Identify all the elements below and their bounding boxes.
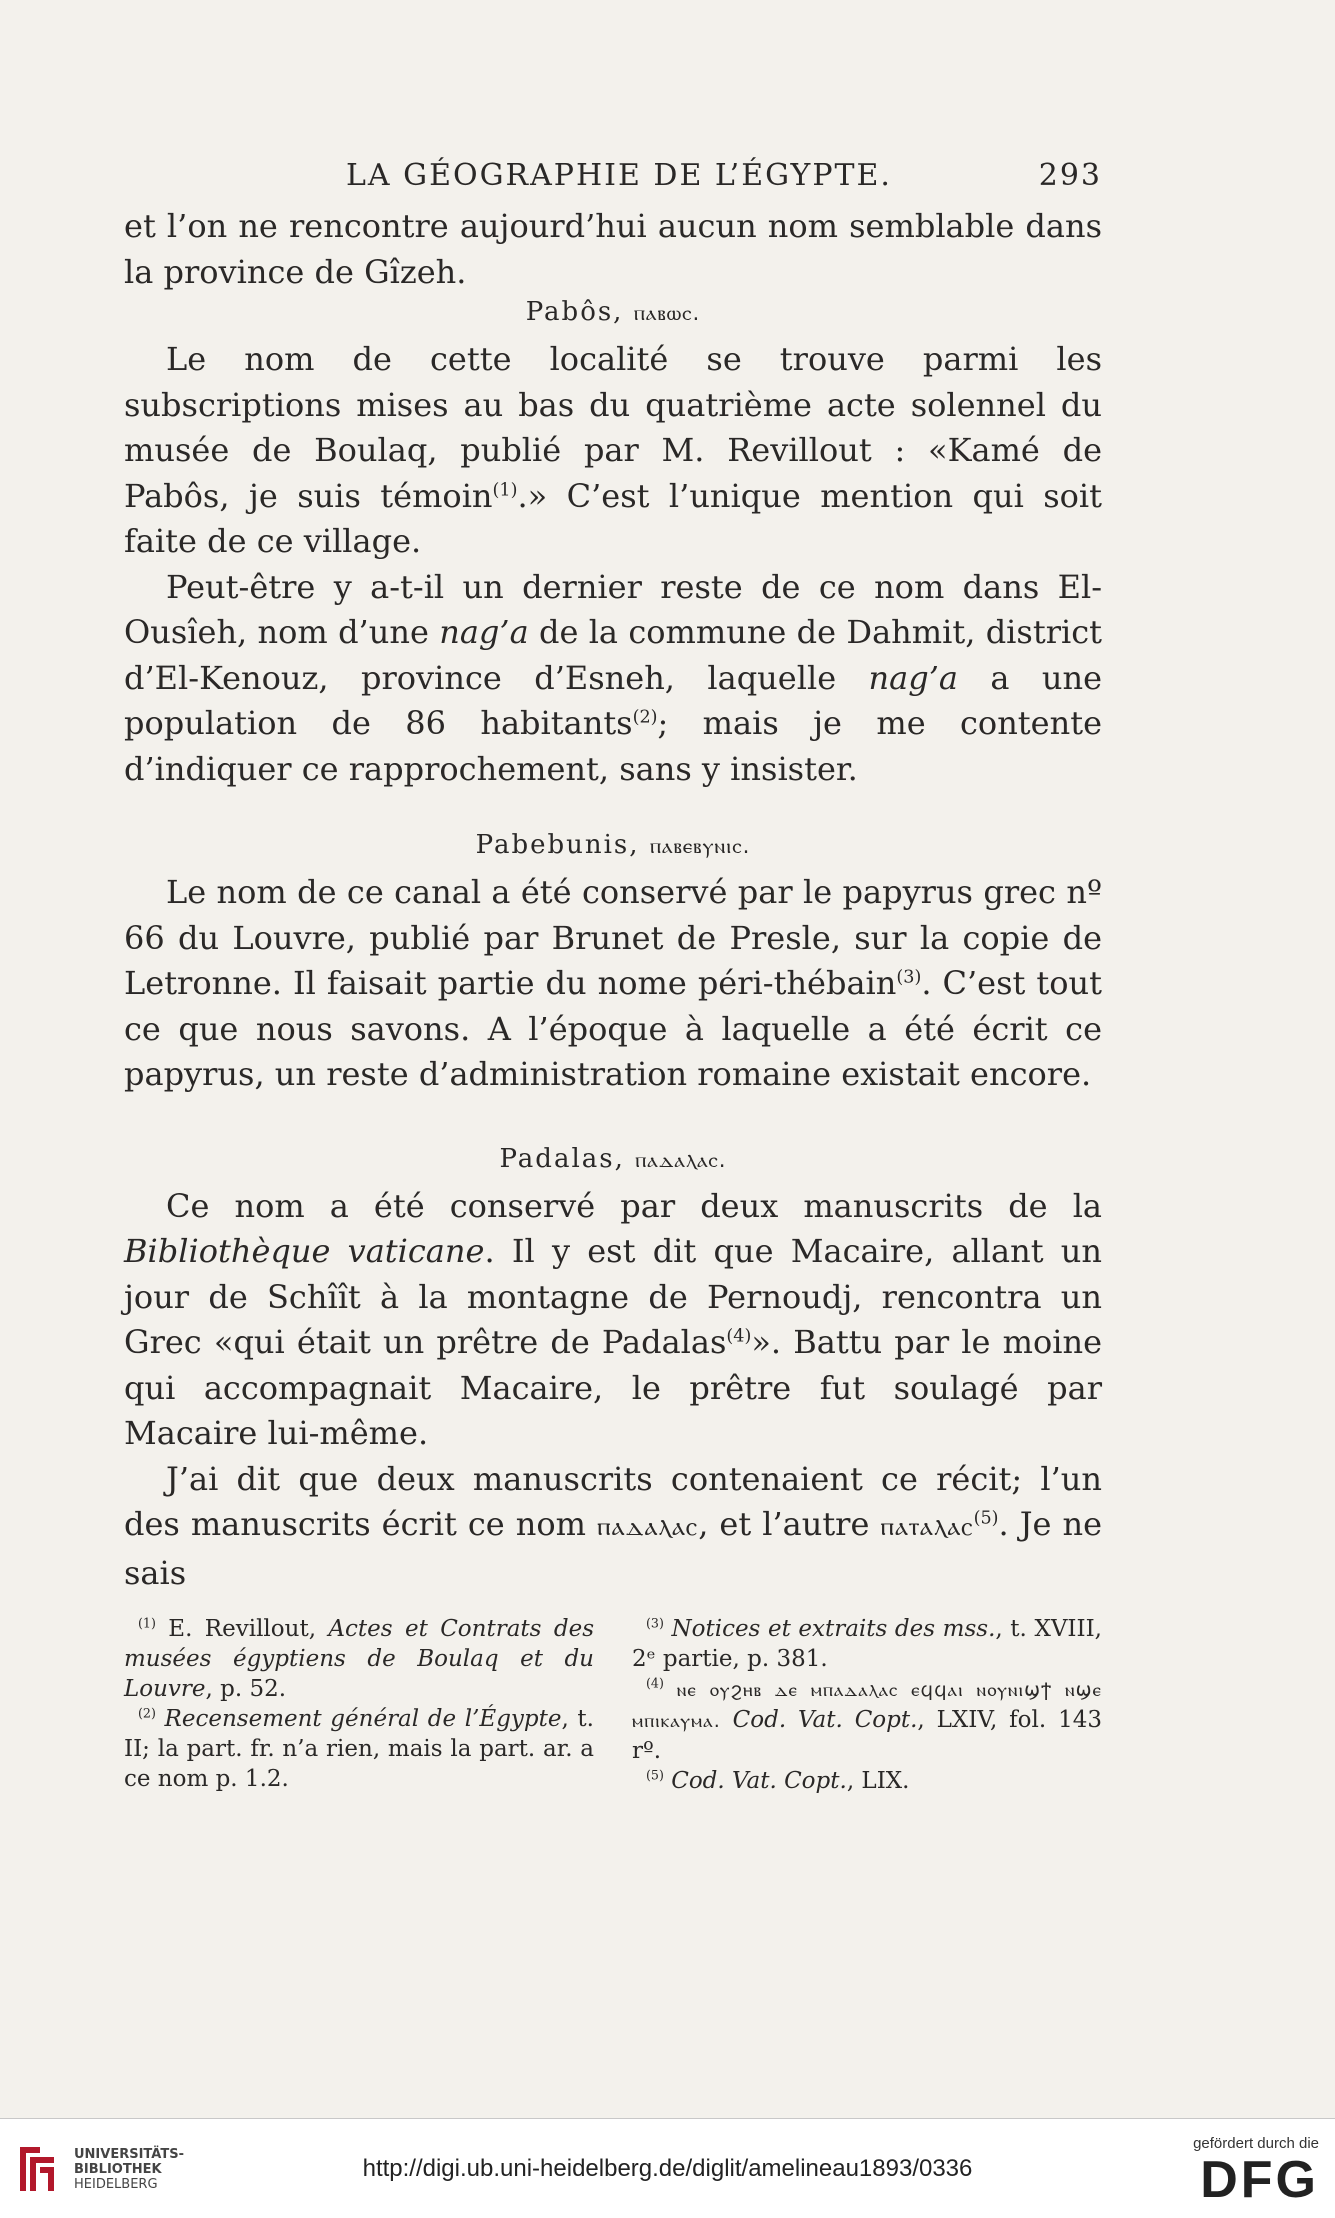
footnote-3	[632, 1614, 1102, 1674]
footnote-4-coptic: ⲛⲉ ⲟⲩϩⲏⲃ ⲇⲉ ⲙⲡⲁⲇⲁⲗⲁⲥ ⲉϥϥⲁⲓ ⲛⲟⲩⲛⲓϣϯ ⲛϣⲉ ⲙⲡⲓⲕⲁⲩⲙⲁ.	[632, 1679, 1102, 1732]
paragraph-3	[124, 870, 1102, 1098]
paragraph-5-text-a: J’ai dit que deux manuscrits contenaient ce récit; l’un des manuscrits écrit ce nom	[124, 1459, 1102, 1543]
paragraph-3-text-a: Le nom de ce canal a été conservé par le papyrus grec nº 66 du Louvre, publié par Brunet de Presle, sur la copie de Letronne. Il faisait partie du nome péri-thébain	[124, 873, 1102, 1002]
running-head-title: LA GÉOGRAPHIE DE L’ÉGYPTE.	[346, 158, 892, 193]
sponsor-block[interactable]	[1193, 2135, 1319, 2208]
footnote-1-text-a: E. Revillout,	[155, 1616, 329, 1642]
paragraph-2-text-a: Peut-être y a-t-il un dernier reste de ce nom dans El-Ousîeh, nom d’une	[124, 567, 1102, 651]
footnote-1-italic: Actes et Contrats des musées égyptiens de Boulaq et du Louvre	[124, 1616, 594, 1702]
page-number: 293	[1038, 158, 1102, 193]
paragraph-1-tail: .» C’est l’unique mention qui soit faite de ce village.	[124, 476, 1103, 560]
paragraph-4-italic: Bibliothèque vaticane	[124, 1232, 485, 1270]
heading-coptic: ⲡⲁⲃⲉⲃⲩⲛⲓⲥ.	[649, 834, 751, 859]
footnote-5-text: , LIX.	[846, 1768, 910, 1794]
paragraph-5-coptic-2: ⲡⲁⲧⲁⲗⲁⲥ	[880, 1512, 974, 1542]
paragraph-2-italic-2: nag’a	[868, 658, 958, 697]
paragraph-4	[124, 1184, 1102, 1457]
library-name-line2: BIBLIOTHEK	[74, 2161, 162, 2177]
footnote-3-text: , t. XVIII, 2ᵉ partie, p. 381.	[632, 1616, 1102, 1672]
heading-latin: Pabebunis,	[475, 830, 640, 860]
heading-coptic: ⲡⲁⲇⲁⲗⲁⲥ.	[635, 1147, 727, 1173]
paragraph-2	[124, 565, 1102, 793]
paragraph-5	[124, 1457, 1102, 1597]
paragraph-2-text-c: a une population de 86 habitants	[124, 658, 1102, 742]
footnote-ref-5: (5)	[973, 1508, 999, 1529]
viewer-footer	[0, 2118, 1335, 2218]
paragraph-4-text-a: Ce nom a été conservé par deux manuscrits de la	[166, 1186, 1102, 1225]
footnote-3-italic: Notices et extraits des mss.	[663, 1616, 996, 1642]
footnote-3-number: (3)	[646, 1615, 664, 1631]
paragraph-5-text-c: . Je ne sais	[124, 1505, 1103, 1592]
sponsor-label: gefördert durch die	[1193, 2135, 1319, 2152]
library-name-line1: UNIVERSITÄTS-	[74, 2146, 184, 2162]
footnote-ref-1: (1)	[492, 479, 518, 500]
footnote-5-italic: Cod. Vat. Copt.	[663, 1768, 847, 1794]
footnotes	[124, 1614, 1102, 1796]
section-heading-pabos	[124, 297, 1102, 327]
footnote-4	[632, 1674, 1102, 1766]
footnote-2-number: (2)	[138, 1705, 156, 1721]
footnote-1	[124, 1614, 594, 1704]
paragraph-2-text-b: de la commune de Dahmit, district d’El-Kenouz, province d’Esneh, laquelle	[124, 613, 1103, 697]
footnote-4-number: (4)	[646, 1675, 664, 1691]
dfg-logo: DFG	[1200, 2151, 1319, 2209]
footnote-ref-2: (2)	[632, 707, 658, 728]
section-heading-padalas	[124, 1144, 1102, 1174]
footnotes-left-column	[124, 1614, 594, 1796]
footnote-1-text-b: , p. 52.	[205, 1676, 287, 1702]
heading-latin: Padalas,	[499, 1143, 625, 1174]
paragraph-1	[124, 337, 1102, 565]
paragraph-5-text-b: , et l’autre	[698, 1505, 881, 1543]
footnote-5	[632, 1766, 1102, 1796]
page-content	[124, 150, 1102, 1796]
footnote-2	[124, 1704, 594, 1794]
paragraph-4-text-b: . Il y est dit que Macaire, allant un jour de Schîît à la montagne de Pernoudj, rencontra un Grec «qui était un prêtre de Padalas	[124, 1232, 1103, 1361]
paragraph-2-text-d: ; mais je me contente d’indiquer ce rapprochement, sans y insister.	[124, 704, 1103, 788]
paragraph-2-italic-1: nag’a	[439, 613, 529, 651]
footnote-2-text: , t. II; la part. fr. n’a rien, mais la part. ar. a ce nom p. 1.2.	[124, 1706, 594, 1792]
paragraph-0: et l’on ne rencontre aujourd’hui aucun nom semblable dans la province de Gîzeh.	[124, 207, 1102, 291]
permalink-url[interactable]: http://digi.ub.uni-heidelberg.de/diglit/amelineau1893/0336	[362, 2155, 973, 2182]
footnotes-right-column	[632, 1614, 1102, 1796]
heading-coptic: ⲡⲁⲃⲱⲥ.	[633, 301, 701, 326]
paragraph-1-text: Le nom de cette localité se trouve parmi les subscriptions mises au bas du quatrième acte solennel du musée de Boulaq, publié par M. Revillout : «Kamé de Pabôs, je suis témoin	[124, 340, 1102, 515]
footnote-2-italic: Recensement général de l’Égypte	[155, 1706, 562, 1732]
paragraph-5-coptic-1: ⲡⲁⲇⲁⲗⲁⲥ	[596, 1512, 699, 1542]
footnote-ref-4: (4)	[726, 1326, 752, 1347]
section-heading-pabebunis	[124, 830, 1102, 860]
running-head	[124, 150, 1102, 204]
footnote-5-number: (5)	[646, 1767, 664, 1783]
paragraph-3-text-b: . C’est tout ce que nous savons. A l’époque à laquelle a été écrit ce papyrus, un reste d’administration romaine existait encore.	[124, 964, 1103, 1093]
library-name-line3: HEIDELBERG	[74, 2176, 158, 2192]
heading-latin: Pabôs,	[525, 297, 624, 327]
footnote-ref-3: (3)	[896, 967, 922, 988]
paragraph-4-text-c: ». Battu par le moine qui accompagnait Macaire, le prêtre fut soulagé par Macaire lui-même.	[124, 1323, 1103, 1452]
footnote-1-number: (1)	[138, 1615, 156, 1631]
footnote-4-text: , LXIV, fol. 143 rº.	[632, 1707, 1102, 1764]
footnote-4-italic: Cod. Vat. Copt.	[732, 1707, 918, 1733]
